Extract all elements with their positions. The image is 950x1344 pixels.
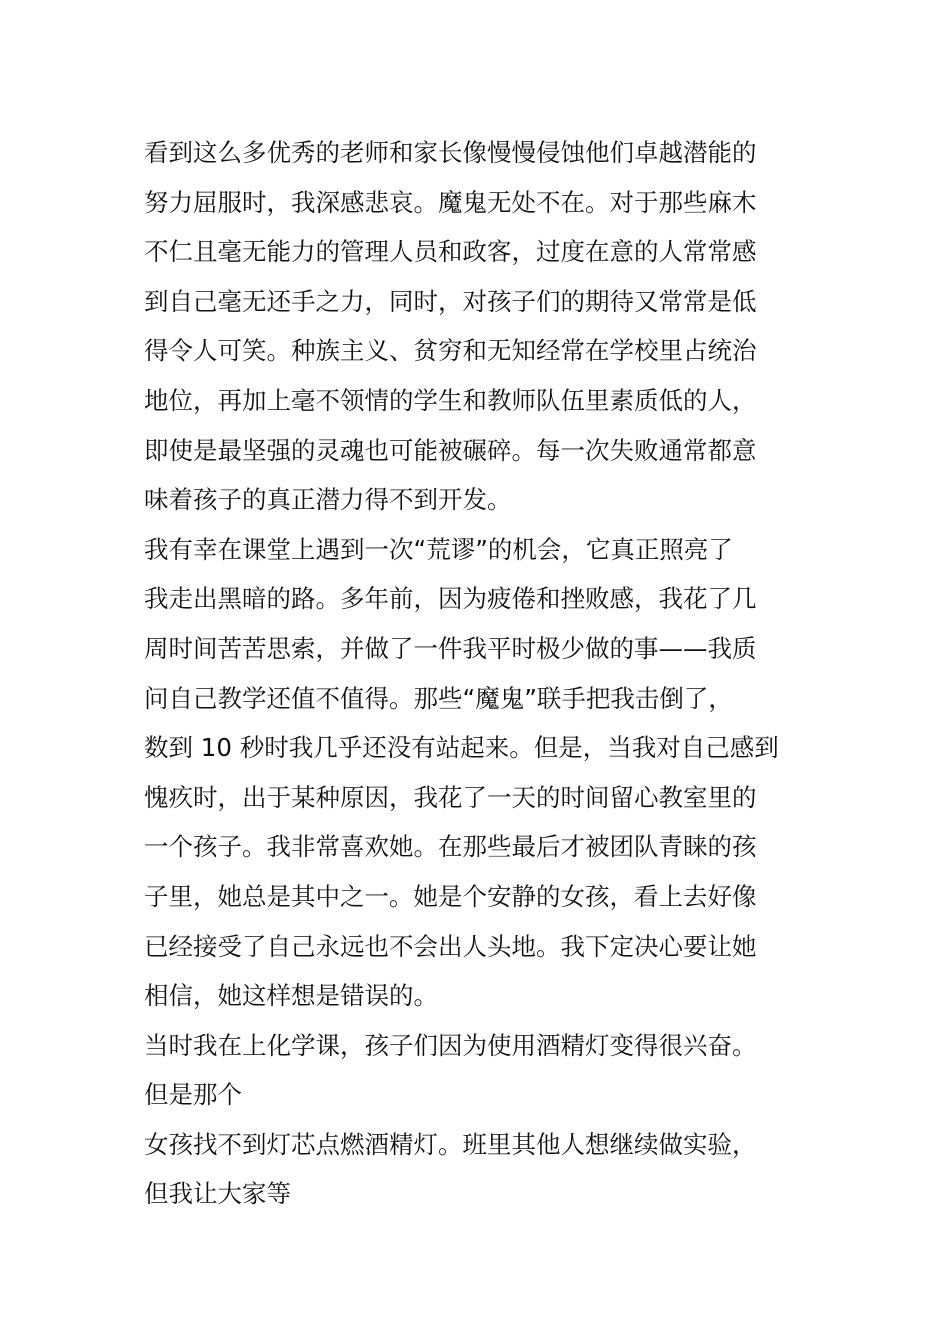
text-line: 即使是最坚强的灵魂也可能被碾碎。每一次失败通常都意 <box>144 435 757 465</box>
body-text <box>144 128 814 1219</box>
text-line: 当时我在上化学课，孩子们因为使用酒精灯变得很兴奋。 <box>144 1030 757 1060</box>
text-line: 数到 10 秒时我几乎还没有站起来。但是，当我对自己感到 <box>144 733 779 763</box>
text-line: 努力屈服时，我深感悲哀。魔鬼无处不在。对于那些麻木 <box>144 187 757 217</box>
text-line: 地位，再加上毫不领情的学生和教师队伍里素质低的人， <box>144 385 757 415</box>
text-line: 味着孩子的真正潜力得不到开发。 <box>144 485 512 515</box>
text-line: 问自己教学还值不值得。那些“魔鬼”联手把我击倒了， <box>144 683 733 713</box>
text-line: 看到这么多优秀的老师和家长像慢慢侵蚀他们卓越潜能的 <box>144 138 757 167</box>
text-line: 已经接受了自己永远也不会出人头地。我下定决心要让她 <box>144 931 757 961</box>
text-line: 但是那个 <box>144 1080 242 1110</box>
text-line: 女孩找不到灯芯点燃酒精灯。班里其他人想继续做实验， <box>144 1129 757 1159</box>
text-line: 愧疚时，出于某种原因，我花了一天的时间留心教室里的 <box>144 782 757 812</box>
text-line: 我走出黑暗的路。多年前，因为疲倦和挫败感，我花了几 <box>144 584 757 614</box>
text-line: 我有幸在课堂上遇到一次“荒谬”的机会，它真正照亮了 <box>144 534 733 564</box>
text-line: 子里，她总是其中之一。她是个安静的女孩，看上去好像 <box>144 881 757 911</box>
text-line: 得令人可笑。种族主义、贫穷和无知经常在学校里占统治 <box>144 336 757 366</box>
text-line: 周时间苦苦思索，并做了一件我平时极少做的事——我质 <box>144 633 757 663</box>
text-line: 相信，她这样想是错误的。 <box>144 981 438 1011</box>
text-line: 不仁且毫无能力的管理人员和政客，过度在意的人常常感 <box>144 237 757 267</box>
text-line: 一个孩子。我非常喜欢她。在那些最后才被团队青睐的孩 <box>144 832 757 862</box>
text-line: 到自己毫无还手之力，同时，对孩子们的期待又常常是低 <box>144 286 757 316</box>
text-line: 但我让大家等 <box>144 1179 291 1209</box>
